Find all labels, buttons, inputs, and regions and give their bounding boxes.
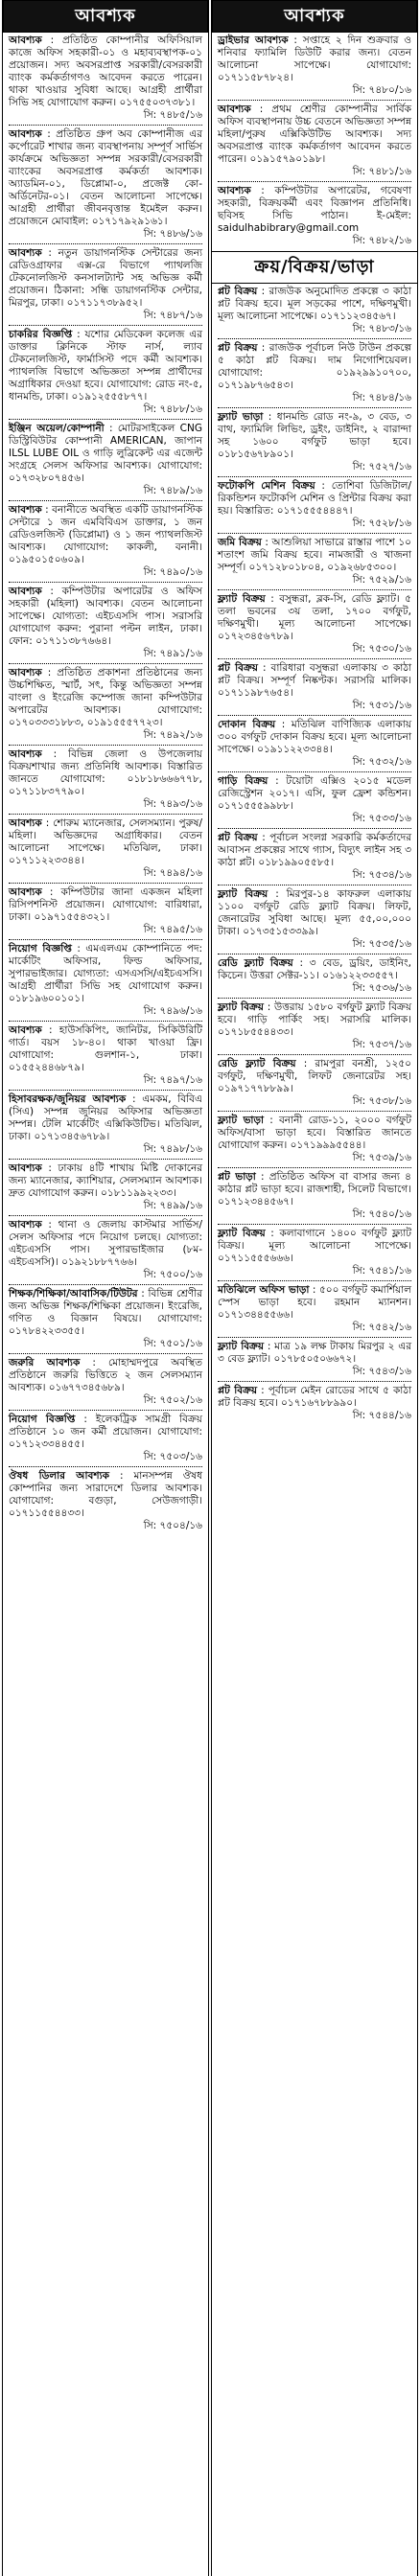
- ad-text: : বিভিন্ন জেলা ও উপজেলায় বিক্রয়শাখার জন্য প্রতিনিধি আবশ্যক। বিস্তারিত জানতে যোগাযোগ: ০১৮১৮৬৬৬৭৭৮, ০১৭১১৮৩৭৭৯০।: [9, 748, 202, 797]
- ad-divider: [218, 771, 411, 772]
- ad-keyword: রেডি ফ্ল্যাট বিক্রয়: [218, 957, 293, 969]
- ad-code: সি: ৭৪৮৩/১৬: [352, 323, 411, 334]
- ad-text: : তোশিবা ডিজিটাল/রিকন্ডিশন ফটোকপি মেশিন ও প্রিন্টার বিক্রয় করা হয়। বিস্তারিত: ০১৭১৫৫৫৪৪৪৭।: [218, 480, 411, 517]
- ad-code: সি: ৭৫২৯/১৬: [352, 574, 411, 586]
- ad-code: সি: ৭৫২৮/১৬: [352, 518, 411, 529]
- left-section-header: [3, 0, 208, 33]
- ad-divider: [9, 243, 202, 244]
- ad-code: সি: ৭৪৯২/১৬: [143, 729, 202, 741]
- ad-keyword: ফ্ল্যাট বিক্রয়: [218, 1341, 265, 1352]
- ad-code: সি: ৭৪৮৯/১৬: [143, 485, 202, 496]
- ad-keyword: শিক্ষক/শিক্ষিকা/আবাসিক/টিউটর: [9, 1288, 138, 1300]
- ad-text: : হাউসকিপিং, জানিটর, সিকিউরিটি গার্ড। বয়স ১৮-৪০। থাকা খাওয়া ফ্রি। যোগাযোগ: গুলশান-১, ঢাকা। ০১৫৫২৪৪৬৮৭৯।: [9, 1024, 202, 1073]
- ad-keyword: হিসাবরক্ষক/জুনিয়র আবশ্যক: [9, 1093, 127, 1105]
- ad-divider: [9, 745, 202, 746]
- ad-divider: [218, 589, 411, 590]
- ad-text: : এমএলএম কোম্পানিতে পদ: মার্কেটিং অফিসার, ফিল্ড অফিসার, সুপারভাইজার। যোগ্যতা: এসএসসি/এইচএসসি। আগ্রহী প্রার্থীরা সিভি সহ যোগাযোগ করুন। ০১৮১৯৬০০১০১।: [9, 943, 202, 1004]
- ad-divider: [218, 1280, 411, 1281]
- ad-divider: [9, 500, 202, 501]
- classified-ad: [218, 957, 411, 995]
- ad-divider: [218, 1167, 411, 1168]
- ad-text: : কলাবাগানে ১৪০০ বর্গফুট ফ্ল্যাট বিক্রয়। মূল্য আলোচনা সাপেক্ষে। ০১৭১১৫৫৫৬৬৬।: [218, 1228, 411, 1264]
- ad-divider: [218, 1111, 411, 1112]
- ad-keyword: ফ্ল্যাট ভাড়া: [218, 411, 264, 423]
- classified-ad: [9, 504, 202, 579]
- classified-ad: [218, 775, 411, 825]
- ad-keyword: আবশ্যক: [9, 34, 42, 46]
- ad-divider: [218, 533, 411, 534]
- classified-ad: [9, 1024, 202, 1087]
- ad-text: : মোটরসাইকেল CNG ডিস্ট্রিবিউটর কোম্পানী AMERICAN, জাপান ILSL LUBE OIL ও গাড়ি লুব্রিকেন্ট এর এজেন্ট সংগ্রহে সেলস অফিসার আবশ্যক। যোগাযোগ: ০১৭৩২৮০৭৪৫৬।: [9, 423, 202, 484]
- ad-text: : প্রতিষ্ঠিত গ্রুপ অব কোম্পানীজ এর কর্পোরেট শাখার জন্য ব্যবস্থাপনায় সম্পূর্ণ সার্ভিস কার্যক্রমে অভিজ্ঞতা সম্পন্ন সরকারী/বেসরকারী ব্যাংকের অবসরপ্রাপ্ত কর্মকর্তা আবশ্যক। অ্যাডমিন-০১, ডিপ্লোমা-০, প্রজেক্ট কো-অর্ডিনেটর-০১। বেতন আলোচনা সাপেক্ষে। আগ্রহী প্রার্থীরা জীবনবৃত্তান্ত ইমেইল করুন। প্রয়োজনে মোবাইল: ০১৭১৭৯২৯১৬১।: [9, 128, 202, 227]
- ad-keyword: প্লট বিক্রয়: [218, 662, 258, 674]
- ad-keyword: প্লট বিক্রয়: [218, 286, 258, 297]
- ad-code: সি: ৭৪৮৬/১৬: [143, 228, 202, 240]
- ad-code: সি: ৭৪৯৩/১৬: [143, 798, 202, 810]
- classified-ad: [218, 286, 411, 335]
- ad-divider: [9, 1021, 202, 1022]
- ad-text: : মতিঝিল বাণিজ্যিক এলাকায় ৩০০ বর্গফুট দোকান বিক্রয় হবে। মূল্য আলোচনা সাপেক্ষে। ০১৯১১২২৩৩৪৪।: [218, 719, 412, 755]
- ad-code: সি: ৭৫২৭/১৬: [352, 461, 411, 472]
- ad-code: সি: ৭৪৯১/১৬: [143, 648, 202, 659]
- ad-divider: [218, 1054, 411, 1055]
- classified-ad: [218, 593, 411, 656]
- ad-code: সি: ৭৫৪২/১৬: [352, 1322, 411, 1333]
- ad-text: : মোহাম্মদপুরে অবস্থিত প্রতিষ্ঠানে জরুরি ভিত্তিতে ২ জন সেলসম্যান আবশ্যক। ০১৬৭৭৩৪৫৬৮৯।: [9, 1357, 202, 1393]
- ad-keyword: আবশ্যক: [9, 504, 42, 516]
- ad-text: : ৩ বেড, ড্রয়িং, ডাইনিং, কিচেন। উত্তরা সেক্টর-১১। ০১৬১২২৩৩৫৫৭।: [218, 957, 411, 981]
- ad-keyword: আবশ্যক: [9, 586, 42, 597]
- ad-divider: [218, 828, 411, 829]
- ad-keyword: গাড়ি বিক্রয়: [218, 775, 268, 787]
- ad-keyword: প্লট বিক্রয়: [218, 832, 258, 843]
- ad-text: : আশুলিয়া সাভারে রাস্তার পাশে ১০ শতাংশ জমি বিক্রয় হবে। নামজারী ও খাজনা সম্পূর্ণ। ০১৭১২৮০১৮০৪, ০১৯২৬৮৫৩০০।: [218, 537, 411, 573]
- ad-divider: [218, 1381, 411, 1382]
- ad-code: সি: ৭৫০৩/১৬: [143, 1451, 202, 1462]
- ad-divider: [9, 1353, 202, 1354]
- ad-keyword: আবশ্যক: [9, 817, 42, 829]
- ad-code: সি: ৭৪৯৬/১৬: [143, 1005, 202, 1017]
- classified-ad: [9, 886, 202, 936]
- ad-keyword: চাকরির বিজ্ঞপ্তি: [9, 329, 73, 340]
- ad-keyword: আবশ্যক: [9, 1162, 42, 1174]
- ad-keyword: ঔষধ ডিলার আবশ্যক: [9, 1470, 109, 1482]
- classified-ad: [218, 34, 411, 97]
- ad-code: সি: ৭৪৮৫/১৬: [143, 109, 202, 121]
- ad-keyword: আবশ্যক: [9, 1219, 42, 1230]
- classified-ad: [218, 1001, 411, 1051]
- left-section-title: আবশ্যক: [75, 5, 136, 26]
- ad-keyword: নিয়োগ বিজ্ঞপ্তি: [9, 943, 72, 954]
- ad-keyword: ফ্ল্যাট বিক্রয়: [218, 1001, 264, 1013]
- classified-ad: [218, 1058, 411, 1108]
- classified-ad: [9, 586, 202, 660]
- ad-code: সি: ৭৫৩২/১৬: [352, 756, 411, 768]
- ad-code: সি: ৭৫০১/১৬: [143, 1338, 202, 1349]
- ad-keyword: ফ্ল্যাট বিক্রয়: [218, 888, 268, 900]
- ad-code: সি: ৭৫৩১/১৬: [352, 700, 411, 711]
- classified-ad: [9, 667, 202, 742]
- ad-text: : বারিধারা বসুন্ধরা এলাকায় ৩ কাঠা প্লট বিক্রয়। সম্পূর্ণ নিষ্কণ্টক। সরাসরি মালিক। ০১৭১১৯৮৭৬৫৪।: [218, 662, 411, 699]
- ad-text: : মানসম্পন্ন ঔষধ কোম্পানির জন্য সারাদেশে ডিলার আবশ্যক। যোগাযোগ: বগুড়া, সেউজগাড়ী। ০১৭১১৫৫৪৪৩৩।: [9, 1470, 202, 1519]
- ad-text: : টয়োটা এক্সিও ২০১৫ মডেল রেজিস্ট্রেশন ২০১৭। এসি, ফুল ফ্রেশ কন্ডিশন। ০১৭১৫৫৫৯৯৮৮।: [218, 775, 411, 812]
- right-top-ads-list: [212, 33, 417, 247]
- ad-code: সি: ৭৪৯৯/১৬: [143, 1200, 202, 1211]
- ad-keyword: ফ্ল্যাট বিক্রয়: [218, 593, 266, 605]
- ad-keyword: আবশ্যক: [9, 1024, 42, 1036]
- ad-text: : শোরুম ম্যানেজার, সেলসম্যান। পুরুষ/মহিলা। অভিজ্ঞদের অগ্রাধিকার। বেতন আলোচনা সাপেক্ষে। মতিঝিল, ঢাকা। ০১৭১১২২৩৩৪৪।: [9, 817, 202, 866]
- ad-keyword: আবশ্যক: [9, 247, 42, 259]
- ad-code: সি: ৭৫৩৫/১৬: [352, 938, 411, 950]
- classified-ad: [9, 817, 202, 880]
- ad-code: সি: ৭৫০০/১৬: [143, 1269, 202, 1280]
- ad-text: : পূর্বাচল সংলগ্ন সরকারি কর্মকর্তাদের আবাসন প্রকল্পের সাথে গ্যাস, বিদ্যুৎ লাইন সহ ৩ কাঠা প্লট। ০১৮১৯৯০৫৫৮৫।: [218, 832, 411, 868]
- ad-code: সি: ৭৫৩৭/১৬: [352, 1039, 411, 1050]
- ad-text: : বনানী রোড-১১, ২০০০ বর্গফুট অফিস/বাসা ভাড়া হবে। বিস্তারিত জানতে যোগাযোগ করুন। ০১৭১৯৯৯৫৫৪৪।: [218, 1115, 411, 1151]
- ad-keyword: প্লট বিক্রয়: [218, 1385, 258, 1396]
- ad-divider: [9, 939, 202, 940]
- classified-ad: [218, 537, 411, 586]
- classified-ad: [9, 34, 202, 122]
- ad-code: সি: ৭৪৮২/১৬: [352, 235, 411, 246]
- ad-text: : নতুন ডায়াগনস্টিক সেন্টারের জন্য রেডিওগ্রাফার এক্স-রে বিভাগে প্যাথলজি টেকনোলজিস্ট কনসালট্যান্ট সহ অভিজ্ঞ কর্মী প্রয়োজন। ঠিকানা: সন্ধি ডায়াগনস্টিক সেন্টার, মিরপুর, ঢাকা। ০১৭১১৭৩৮৯৫২।: [9, 247, 202, 309]
- ad-code: সি: ৭৫৩০/১৬: [352, 643, 411, 655]
- ad-text: : রাজউক অনুমোদিত প্রকল্পে ৩ কাঠা প্লট বিক্রয় হবে। মূল সড়কের পাশে, দক্ষিণমুখী। মূল্য আলোচনা সাপেক্ষে। ০১৭১১২৩৪৫৬৭।: [218, 286, 412, 322]
- ad-text: : প্রথম শ্রেণীর কোম্পানীর সার্বিক অফিস ব্যবস্থাপনায় উচ্চ বেতনে অভিজ্ঞতা সম্পন্ন মহিলা/পুরুষ এক্সিকিউটিভ আবশ্যক। সদ্য অবসরপ্রাপ্ত ব্যাংক কর্মকর্তাগণ আবেদন করতে পারেন। ০১৯১৫৭৯০১৯৮।: [218, 104, 411, 165]
- classified-ad: [218, 1341, 411, 1378]
- ad-divider: [9, 1410, 202, 1411]
- right-top-header: [212, 0, 417, 33]
- classified-ad: [218, 662, 411, 712]
- classified-ad: [218, 888, 411, 951]
- ad-divider: [218, 338, 411, 339]
- ad-divider: [218, 715, 411, 716]
- ad-divider: [218, 658, 411, 659]
- right-column: [211, 0, 418, 2576]
- ad-divider: [9, 325, 202, 326]
- ad-divider: [9, 883, 202, 884]
- buy-sell-rent-title: ক্রয়/বিক্রয়/ভাড়া: [254, 256, 375, 277]
- ad-text: : যশোর মেডিকেল কলেজ এর ডাক্তার ক্লিনিকে স্টাফ নার্স, ল্যাব টেকনোলজিস্ট, ফার্মাসিস্ট পদে কর্মী আবশ্যক। প্যাথলজি বিভাগে অভিজ্ঞতা সম্পন্ন প্রার্থীদের অগ্রাধিকার দেওয়া হবে। যোগাযোগ: রোড নং-৫, ধানমন্ডি, ঢাকা। ০১৯১২৫৫৫৮৭৭।: [9, 329, 202, 402]
- ad-text: : মিরপুর-১৪ কাফরুল এলাকায় ১১০০ বর্গফুট রেডি ফ্ল্যাট বিক্রয়। লিফট, জেনারেটর সুবিধা আছে। মূল্য ৫৫,০০,০০০ টাকা। ০১৭৩৫১৫৩৩৯৯।: [218, 888, 411, 937]
- classified-ad: [9, 247, 202, 322]
- classified-ad: [218, 1385, 411, 1422]
- ad-code: সি: ৭৫৩৯/১৬: [352, 1152, 411, 1163]
- left-column: [2, 0, 209, 2576]
- ad-text: : সপ্তাহে ২ দিন শুক্রবার ও শনিবার ফ্যামিলি ডিউটি করার জন্য। বেতন আলোচনা সাপেক্ষে। যোগাযোগ: ০১৭১১৫৮৭৮২৪।: [218, 34, 411, 83]
- ad-divider: [218, 181, 411, 182]
- ad-divider: [218, 476, 411, 477]
- classified-ad: [9, 748, 202, 811]
- ad-code: সি: ৭৫০৪/১৬: [143, 1520, 202, 1531]
- ad-text: : প্রতিষ্ঠিত কোম্পানীর অফিসিয়াল কাজে অফিস সহকারী-০১ ও মহাব্যবস্থাপক-০১ প্রয়োজন। সদ্য অবসরপ্রাপ্ত সরকারী/বেসরকারী ব্যাংক কর্মকর্তাগণও আবেদন করতে পারেন। থাকা খাওয়ার সুবিধা আছে। আগ্রহী প্রার্থীরা সিভি সহ যোগাযোগ করুন। ০১৭৫৫০৩৭৩৮১।: [9, 34, 202, 108]
- classified-ad: [9, 329, 202, 416]
- ad-keyword: প্লট ভাড়া: [218, 1171, 256, 1183]
- ad-keyword: মতিঝিলে অফিস ভাড়া: [218, 1284, 310, 1296]
- ad-text: : কম্পিউটার অপারেটর, গবেষণা সহকারী, বিক্রয়কর্মী এবং বিজ্ঞাপন প্রতিনিধি। ছবিসহ সিভি পাঠান। ই-মেইল: saidulhabibrary@gmail.com: [218, 185, 411, 234]
- ad-divider: [9, 1215, 202, 1216]
- ad-text: : বিভিন্ন শ্রেণীর জন্য অভিজ্ঞ শিক্ষক/শিক্ষিকা প্রয়োজন। ইংরেজি, গণিত ও বিজ্ঞান বিষয়ে। যোগাযোগ: ০১৭৮৪২২৩৩৫৫।: [9, 1288, 202, 1337]
- ad-keyword: আবশ্যক: [9, 128, 42, 140]
- ad-keyword: জরুরি আবশ্যক: [9, 1357, 81, 1368]
- ad-code: সি: ৭৪৯৪/১৬: [143, 867, 202, 879]
- ad-keyword: ড্রাইভার আবশ্যক: [218, 34, 289, 46]
- ad-code: সি: ৭৫৩৪/১৬: [352, 869, 411, 881]
- ad-code: সি: ৭৪৮৭/১৬: [143, 310, 202, 321]
- ad-text: : থানা ও জেলায় কাস্টমার সার্ভিস/সেলস অফিসার পদে নিয়োগ চলছে। যোগ্যতা: এইচএসসি পাস। সুপারভাইজার (৮ম-এইচএসসি)। ০১৯২১৮৮৭৭৬৬।: [9, 1219, 202, 1268]
- ad-text: : বনানীতে অবস্থিত একটি ডায়াগনস্টিক সেন্টারে ১ জন এমবিবিএস ডাক্তার, ১ জন রেডিওলজিস্ট (ডিপ্লোমা) ও ১ জন প্যাথলজিস্ট আবশ্যক। যোগাযোগ: কাকলী, বনানী। ০১৯৫০১৫০৬০৯।: [9, 504, 202, 565]
- ad-keyword: জমি বিক্রয়: [218, 537, 262, 548]
- ad-code: সি: ৭৪৯৭/১৬: [143, 1074, 202, 1086]
- classified-ad: [218, 1228, 411, 1277]
- ad-divider: [9, 814, 202, 815]
- ad-text: : ধানমন্ডি রোড নং-৯, ৩ বেড, ৩ বাথ, ফ্যামিলি লিভিং, ড্রইং, ডাইনিং, ২ বারান্দা সহ ১৬০০ বর্গফুট ভাড়া হবে। ০১৮১৫৬৭৮৯০১।: [218, 411, 411, 460]
- classified-ad: [9, 943, 202, 1018]
- right-bottom-ads-list: [212, 284, 417, 1422]
- buy-sell-rent-header: [212, 251, 417, 284]
- classified-ad: [218, 480, 411, 530]
- ad-text: : এমকম, বিবিএ (সিএ) সম্পন্ন জুনিয়র অফিসার অভিজ্ঞতা সম্পন্ন। টেলি মার্কেটিং এক্সিকিউটিভ। মতিঝিল, ঢাকা। ০১৭১৩৪৫৬৭৮৯।: [9, 1093, 202, 1142]
- ad-code: সি: ৭৫৩৮/১৬: [352, 1095, 411, 1107]
- ad-keyword: ফ্ল্যাট ভাড়া: [218, 1115, 265, 1126]
- ad-text: : কম্পিউটার অপারেটর ও অফিস সহকারী (মহিলা) আবশ্যক। বেতন আলোচনা সাপেক্ষে। যোগ্যতা: এইচএসসি পাস। সরাসরি যোগাযোগ করুন: পুরানা পল্টন লাইন, ঢাকা। ফোন: ০১৭১১৩৮৭৬৬৪।: [9, 586, 202, 647]
- ad-keyword: ফ্ল্যাট বিক্রয়: [218, 1228, 266, 1239]
- ad-text: : মাত্র ১৯ লক্ষ টাকায় মিরপুর ২ এর ৩ বেড ফ্ল্যাট। ০১৭৮৫০৫০৬৬৭২।: [218, 1341, 411, 1365]
- ad-text: : রাজউক পূর্বাচল নিউ টাউন প্রকল্পে ৫ কাঠা প্লট বিক্রয়। দাম নিগোশিয়েবল। যোগাযোগ: ০১৯২৯৯১০৭০০, ০১৭১৯৮৭৬৫৪৩।: [218, 342, 412, 391]
- ad-code: সি: ৭৪৮৪/১৬: [352, 392, 411, 403]
- classified-ad: [9, 1288, 202, 1350]
- classified-ad: [9, 1414, 202, 1463]
- ad-code: সি: ৭৪৯৮/১৬: [143, 1143, 202, 1155]
- classified-ad: [9, 1357, 202, 1407]
- ad-keyword: আবশ্যক: [218, 185, 251, 196]
- ad-keyword: ফটোকপি মেশিন বিক্রয়: [218, 480, 315, 492]
- ad-code: সি: ৭৪৯০/১৬: [143, 566, 202, 578]
- ad-text: : উত্তরায় ১৫৮০ বর্গফুট ফ্ল্যাট বিক্রয় হবে। গাড়ি পার্কিং সহ। সরাসরি মালিক। ০১৭১৮৫৫৪৪৩৩।: [218, 1001, 412, 1038]
- ad-keyword: আবশ্যক: [9, 886, 42, 898]
- right-top-title: আবশ্যক: [284, 5, 345, 26]
- ad-divider: [9, 419, 202, 420]
- classified-ad: [9, 1093, 202, 1156]
- classified-ad: [218, 1171, 411, 1221]
- ad-keyword: দোকান বিক্রয়: [218, 719, 276, 730]
- classified-ad: [9, 1219, 202, 1281]
- ad-code: সি: ৭৫৪৪/১৬: [352, 1410, 411, 1421]
- ad-divider: [218, 1224, 411, 1225]
- classified-ad: [9, 423, 202, 497]
- ad-divider: [9, 582, 202, 583]
- classified-ad: [218, 104, 411, 178]
- ad-keyword: রেডি ফ্ল্যাট বিক্রয়: [218, 1058, 296, 1070]
- ad-text: : বসুন্ধরা, ব্লক-সি, রেডি ফ্ল্যাট। ৫ তলা ভবনের ৩য় তলা, ১৭০০ বর্গফুট, দক্ষিণমুখী। মূল্য আলোচনা সাপেক্ষে। ০১৭২৩৪৫৬৭৮৯।: [218, 593, 411, 642]
- classified-ad: [218, 832, 411, 882]
- ad-text: : ঢাকায় ৪টি শাখায় মিষ্টি দোকানের জন্য ম্যানেজার, ক্যাশিয়ার, সেলসম্যান আবশ্যক। দ্রুত যোগাযোগ করুন। ০১৮১১৯৯২২৩৩।: [9, 1162, 202, 1199]
- classified-ad: [218, 1284, 411, 1334]
- ad-keyword: আবশ্যক: [218, 104, 251, 115]
- classified-ad: [9, 128, 202, 241]
- ad-divider: [218, 885, 411, 886]
- ad-text: : প্রতিষ্ঠিত প্রকাশনা প্রতিষ্ঠানের জন্য উচ্চশিক্ষিত, স্মার্ট, সৎ, কিন্তু অভিজ্ঞতা সম্পন্ন বাংলা ও ইংরেজি কম্পোজ জানা কম্পিউটার অপারেটর আবশ্যক। যোগাযোগ: ০১৭০৩৩৩১৮৮৩, ০১৯১৫৫৫৭৭২৩।: [9, 667, 202, 728]
- ad-keyword: আবশ্যক: [9, 667, 42, 678]
- ad-code: সি: ৭৫০২/১৬: [143, 1394, 202, 1406]
- ad-code: সি: ৭৫৩৬/১৬: [352, 982, 411, 994]
- classified-ad: [9, 1470, 202, 1532]
- ad-code: সি: ৭৫৪৩/১৬: [352, 1366, 411, 1377]
- ad-code: সি: ৭৫৪১/১৬: [352, 1265, 411, 1276]
- ad-text: : ৫০০ বর্গফুট কমার্শিয়াল স্পেস ভাড়া হবে। রহমান ম্যানশন। ০১৭১৩৪৪৫৫৬৬।: [218, 1284, 411, 1321]
- ad-code: সি: ৭৪৮০/১৬: [352, 84, 411, 96]
- ad-divider: [218, 998, 411, 999]
- ad-text: : ইলেকট্রিক সামগ্রী বিক্রয় প্রতিষ্ঠানে ১০ জন কর্মী প্রয়োজন। যোগাযোগ: ০১৭১২৩৩৪৪৫৫।: [9, 1414, 202, 1450]
- classified-ad: [218, 342, 411, 404]
- ad-code: সি: ৭৫৪০/১৬: [352, 1208, 411, 1220]
- ad-divider: [218, 407, 411, 408]
- ad-text: : রামপুরা বনশ্রী, ১২৫০ বর্গফুট, দক্ষিণমুখী, লিফট জেনারেটর সহ। ০১৯৭১৭৭৮৮৯৯।: [218, 1058, 411, 1094]
- ad-divider: [9, 1284, 202, 1285]
- classified-ad: [218, 185, 411, 247]
- ad-divider: [218, 100, 411, 101]
- classified-ad: [218, 1115, 411, 1164]
- ad-divider: [9, 1466, 202, 1467]
- ad-divider: [9, 125, 202, 126]
- ad-keyword: নিয়োগ বিজ্ঞপ্তি: [9, 1414, 76, 1425]
- ad-divider: [9, 663, 202, 664]
- ad-text: : পূর্বাচল মেইন রোডের সাথে ৫ কাঠা প্লট বিক্রয় হবে। ০১৭১৬৭৮৮৯৯০।: [218, 1385, 411, 1409]
- ad-text: : কম্পিউটার জানা একজন মহিলা রিসিপশনিস্ট প্রয়োজন। যোগাযোগ: বারিধারা, ঢাকা। ০১৯৭১৫৫৪৩২১।: [9, 886, 202, 923]
- ad-keyword: প্লট বিক্রয়: [218, 342, 258, 354]
- ad-code: সি: ৭৪৯৫/১৬: [143, 924, 202, 935]
- ad-text: : প্রতিষ্ঠিত অফিস বা বাসার জন্য ৪ কাঠার প্লট ভাড়া হবে। রাজশাহী, সিলেট বিভাগে। ০১৭১২৩৪৪৫৬৭।: [218, 1171, 411, 1208]
- classified-ad: [9, 1162, 202, 1212]
- ad-divider: [9, 1090, 202, 1091]
- ad-keyword: ইঞ্জিন অয়েল/কোম্পানী: [9, 423, 105, 434]
- ad-divider: [9, 1159, 202, 1160]
- ad-divider: [218, 1337, 411, 1338]
- ad-code: সি: ৭৪৮৮/১৬: [143, 403, 202, 415]
- ad-code: সি: ৭৫৩৩/১৬: [352, 813, 411, 824]
- classified-ad: [218, 411, 411, 473]
- left-ads-list: [3, 33, 208, 1532]
- classified-ad: [218, 719, 411, 769]
- ad-keyword: আবশ্যক: [9, 748, 42, 760]
- ad-code: সি: ৭৪৮১/১৬: [352, 166, 411, 177]
